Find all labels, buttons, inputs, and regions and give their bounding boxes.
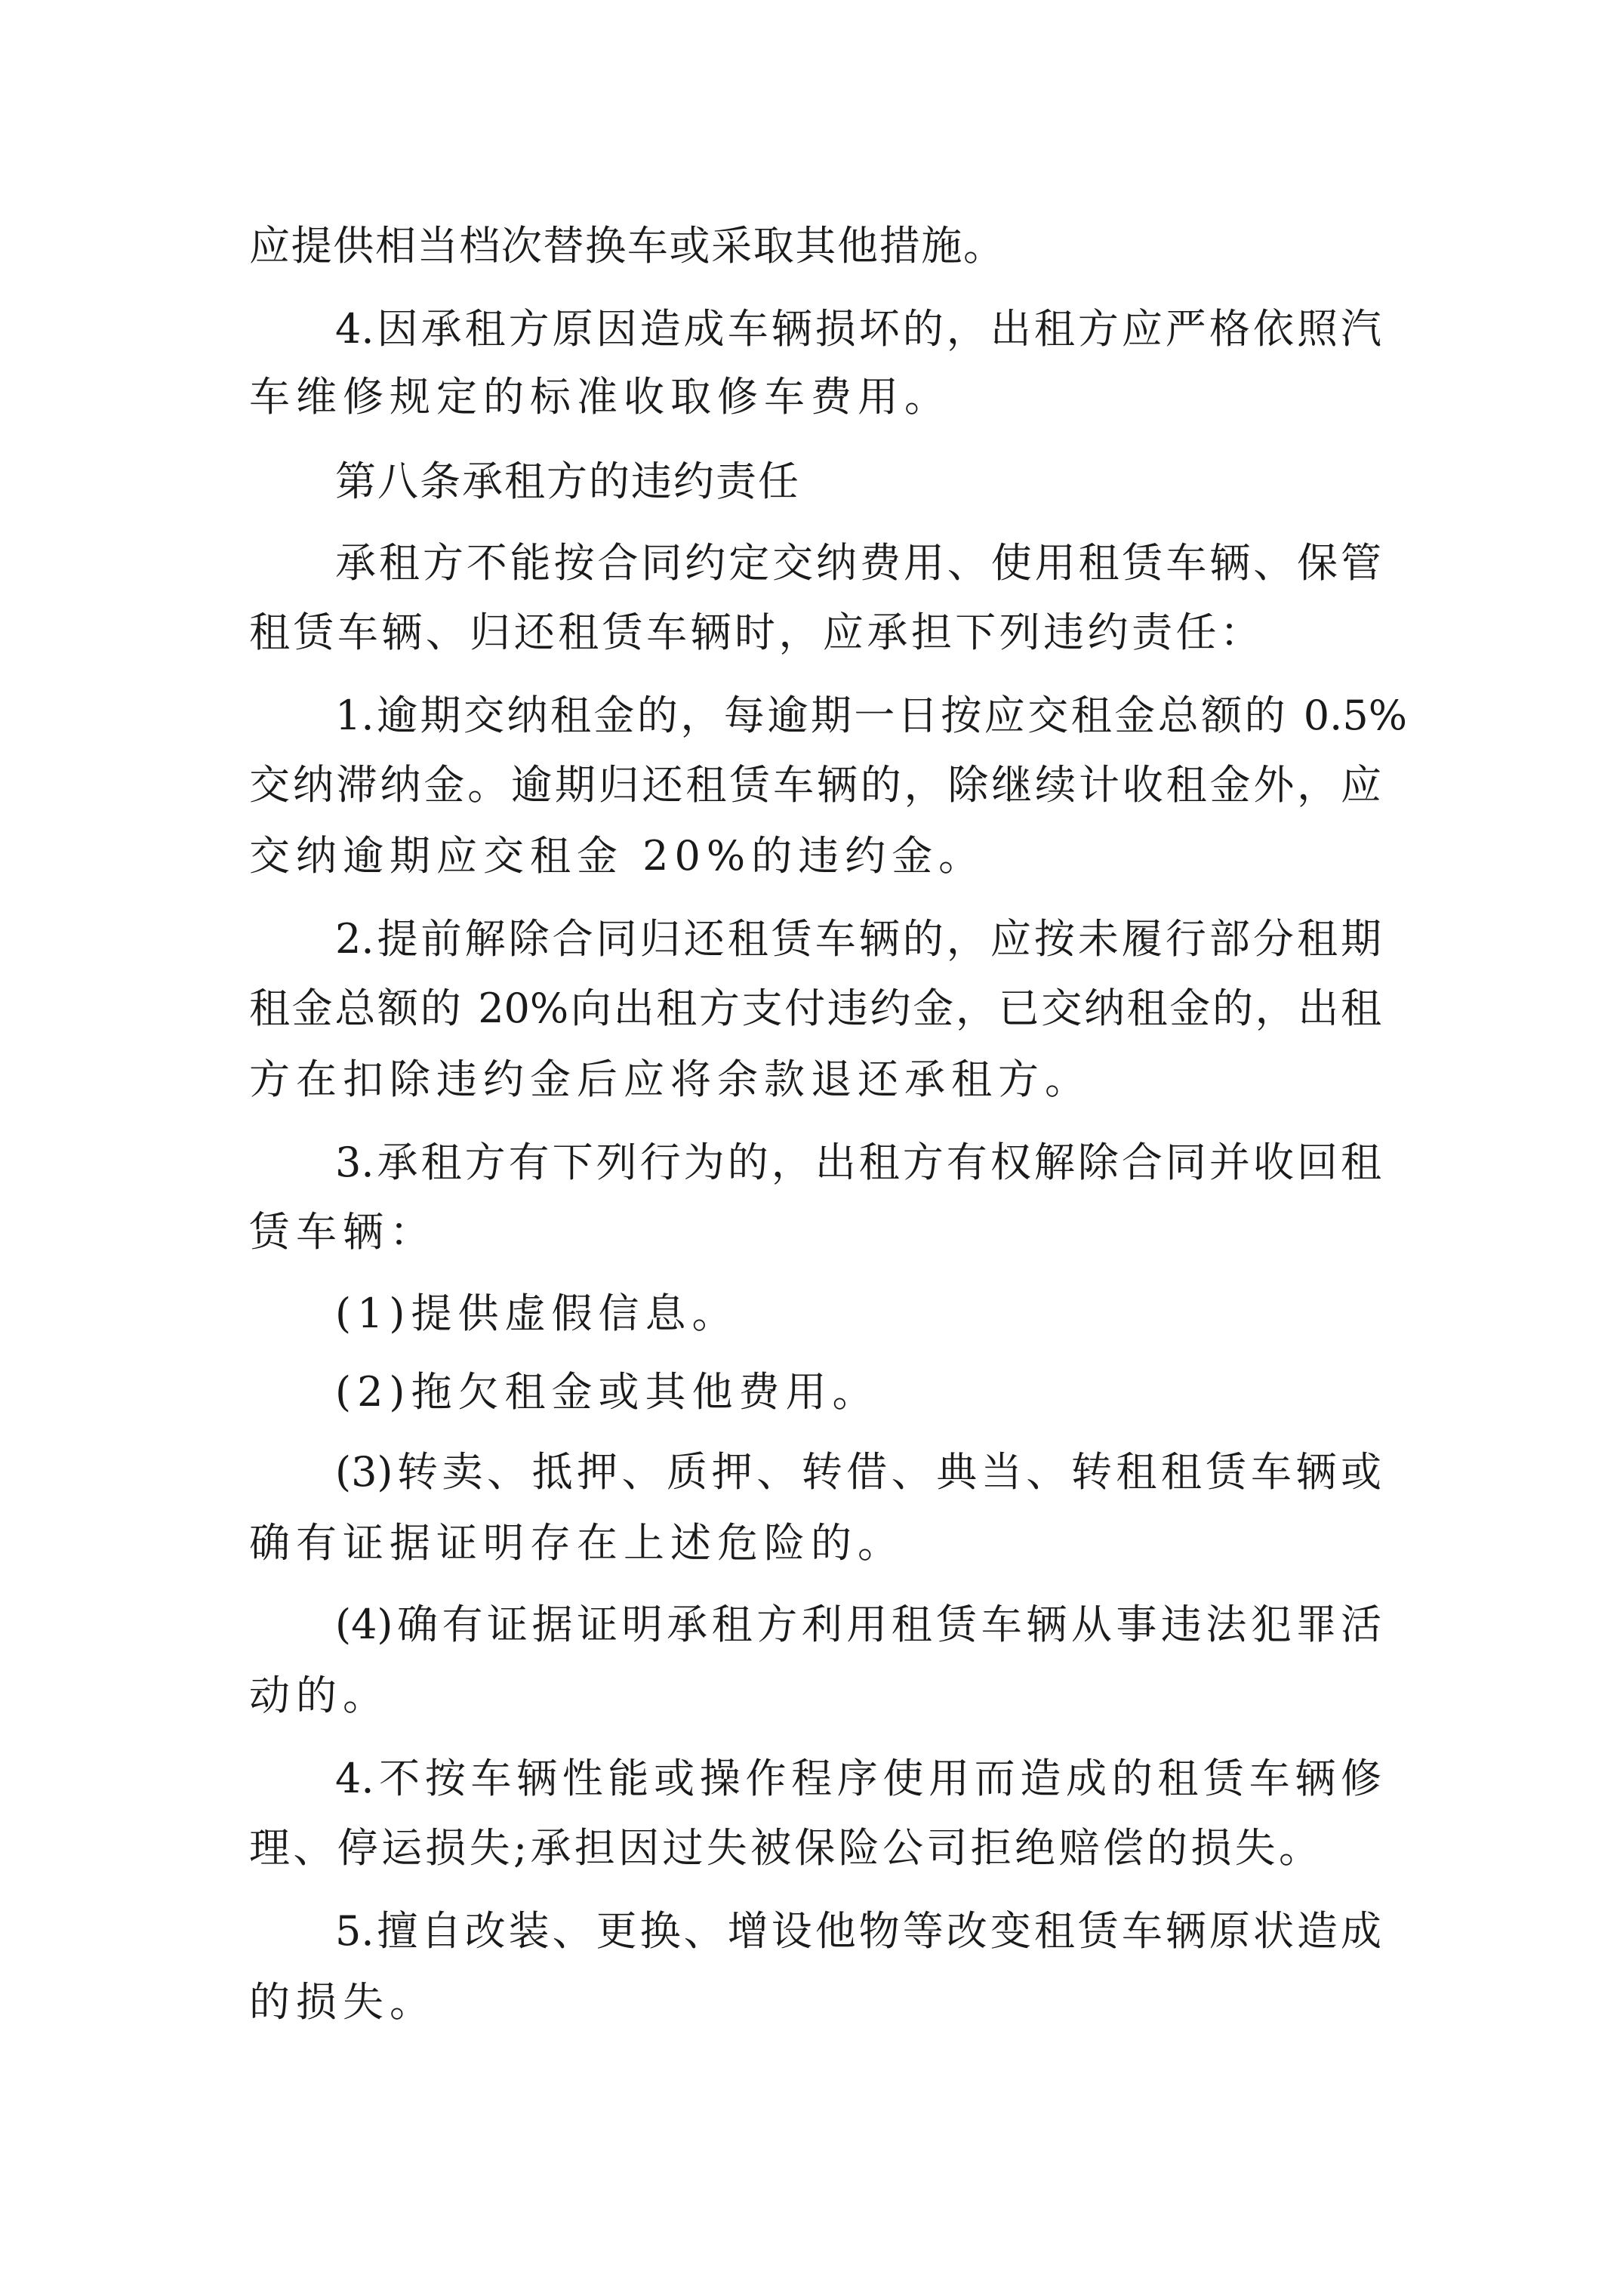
text-line: 车维修规定的标准收取修车费用。: [249, 373, 951, 421]
text-line: 确有证据证明存在上述危险的。: [249, 1519, 904, 1567]
text-line: 1.逾期交纳租金的，每逾期一日按应交租金总额的 0.5%: [335, 692, 1407, 739]
text-line: 承租方不能按合同约定交纳费用、使用租赁车辆、保管: [335, 539, 1381, 587]
text-line: 4.不按车辆性能或操作程序使用而造成的租赁车辆修: [335, 1755, 1381, 1802]
list-item: (3)转卖、抵押、质押、转借、典当、转租租赁车辆或: [335, 1448, 1381, 1496]
list-item: (4)确有证据证明承租方利用租赁车辆从事违法犯罪活: [335, 1601, 1381, 1648]
text-line: 动的。: [249, 1672, 390, 1719]
text-line: 赁车辆：: [249, 1208, 436, 1256]
text-line: 2.提前解除合同归还租赁车辆的，应按未履行部分租期: [335, 915, 1381, 963]
text-line: 4.因承租方原因造成车辆损坏的，出租方应严格依照汽: [335, 305, 1381, 353]
list-item: (2)拖欠租金或其他费用。: [335, 1368, 879, 1416]
text-line: 租金总额的 20%向出租方支付违约金，已交纳租金的，出租: [249, 985, 1381, 1032]
text-line: 应提供相当档次替换车或采取其他措施。: [249, 222, 1004, 270]
section-heading: 第八条承租方的违约责任: [335, 458, 800, 505]
text-line: 5.擅自改装、更换、增设他物等改变租赁车辆原状造成: [335, 1907, 1381, 1955]
text-line: 交纳逾期应交租金 20%的违约金。: [249, 832, 986, 880]
text-line: 租赁车辆、归还租赁车辆时，应承担下列违约责任：: [249, 609, 1261, 656]
text-line: 方在扣除违约金后应将余款退还承租方。: [249, 1056, 1092, 1103]
text-line: 3.承租方有下列行为的，出租方有权解除合同并收回租: [335, 1139, 1381, 1186]
text-line: 的损失。: [249, 1978, 436, 2026]
text-line: 理、停运损失;承担因过失被保险公司拒绝赔偿的损失。: [249, 1824, 1321, 1872]
list-item: (1)提供虚假信息。: [335, 1290, 739, 1337]
text-line: 交纳滞纳金。逾期归还租赁车辆的，除继续计收租金外，应: [249, 761, 1381, 809]
